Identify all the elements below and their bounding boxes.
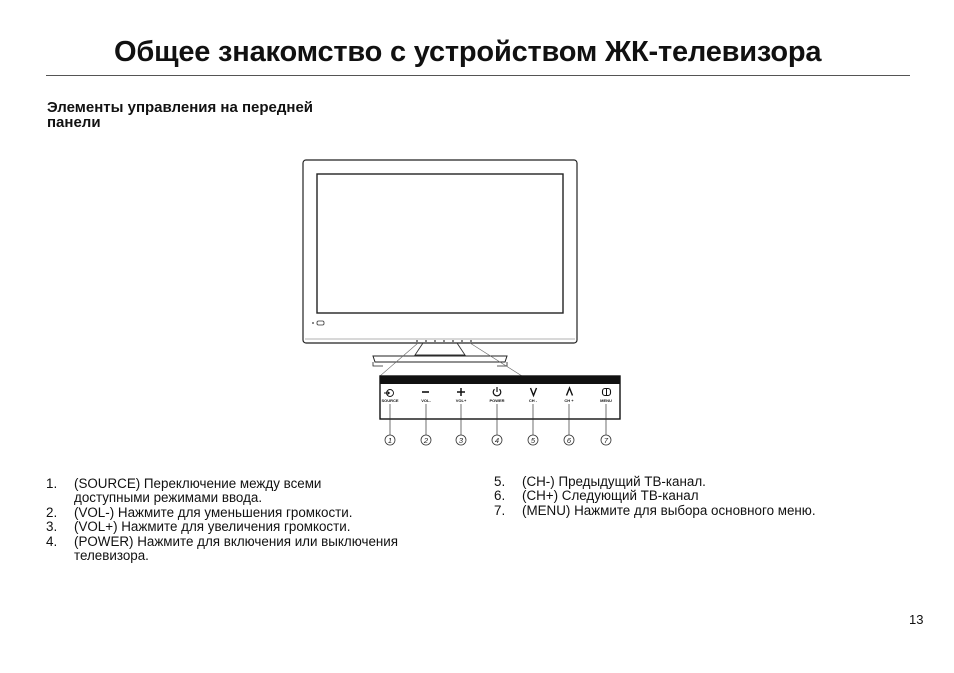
list-item-line: (CH-) Предыдущий ТВ-канал.	[522, 474, 706, 489]
list-item-number: 3.	[46, 519, 58, 535]
list-item	[46, 520, 486, 534]
callout-number-6: 6	[566, 436, 572, 445]
section-heading-line-1: Элементы управления на передней	[47, 99, 314, 116]
callout-number-5: 5	[530, 436, 536, 445]
power-led-icon	[312, 322, 314, 324]
list-item-line: (SOURCE) Переключение между всеми	[74, 476, 322, 491]
list-item-number: 7.	[494, 502, 506, 518]
list-item-line: (MENU) Нажмите для выбора основного меню.	[522, 502, 816, 518]
callout-number-4: 4	[494, 436, 500, 445]
page-title: Общее знакомство с устройством ЖК-телевизора	[114, 36, 822, 68]
list-item	[494, 489, 914, 503]
button-label-ch-minus: CH -	[528, 398, 538, 403]
callout-number-7: 7	[603, 436, 609, 445]
button-label-vol-minus: VOL-	[421, 398, 431, 403]
callout-number-1: 1	[387, 436, 393, 445]
tv-stand-neck	[415, 343, 465, 355]
list-item-number: 5.	[494, 474, 506, 489]
section-heading-line-2: панели	[47, 114, 101, 131]
button-label-power: POWER	[489, 398, 505, 403]
list-item-line: (VOL-) Нажмите для уменьшения громкости.	[74, 504, 353, 520]
button-label-vol-plus: VOL+	[455, 398, 467, 403]
list-item-number: 2.	[46, 504, 58, 520]
callout-number-3: 3	[458, 436, 464, 445]
list-item-line: (CH+) Следующий ТВ-канал	[522, 488, 699, 504]
list-item-number: 4.	[46, 533, 58, 549]
list-item-number: 1.	[46, 476, 58, 491]
list-item-number: 6.	[494, 488, 506, 504]
callout-number-2: 2	[423, 436, 429, 445]
list-item	[46, 535, 486, 564]
list-item-line: (POWER) Нажмите для включения или выключения	[74, 533, 399, 549]
list-item-line: (VOL+) Нажмите для увеличения громкости.	[74, 519, 351, 535]
list-item-line: телевизора.	[74, 548, 149, 564]
list-item	[46, 506, 486, 520]
controls-list-right	[494, 475, 914, 518]
list-item	[494, 504, 914, 518]
controls-list-left	[46, 477, 486, 563]
button-label-source: SOURCE	[381, 398, 399, 403]
tv-stand-base	[373, 356, 507, 362]
list-item	[46, 477, 486, 506]
tv-screen	[317, 174, 563, 313]
button-label-menu: MENU	[600, 398, 612, 403]
control-panel-top-strip	[380, 376, 620, 384]
section-heading	[47, 100, 427, 130]
tv-diagram	[300, 155, 630, 450]
page-number: 13	[909, 612, 924, 627]
tv-front-panel-figure	[300, 155, 630, 450]
title-divider	[46, 75, 910, 76]
list-item	[494, 475, 914, 489]
button-label-ch-plus: CH +	[564, 398, 574, 403]
list-item-line: доступными режимами ввода.	[74, 490, 263, 506]
